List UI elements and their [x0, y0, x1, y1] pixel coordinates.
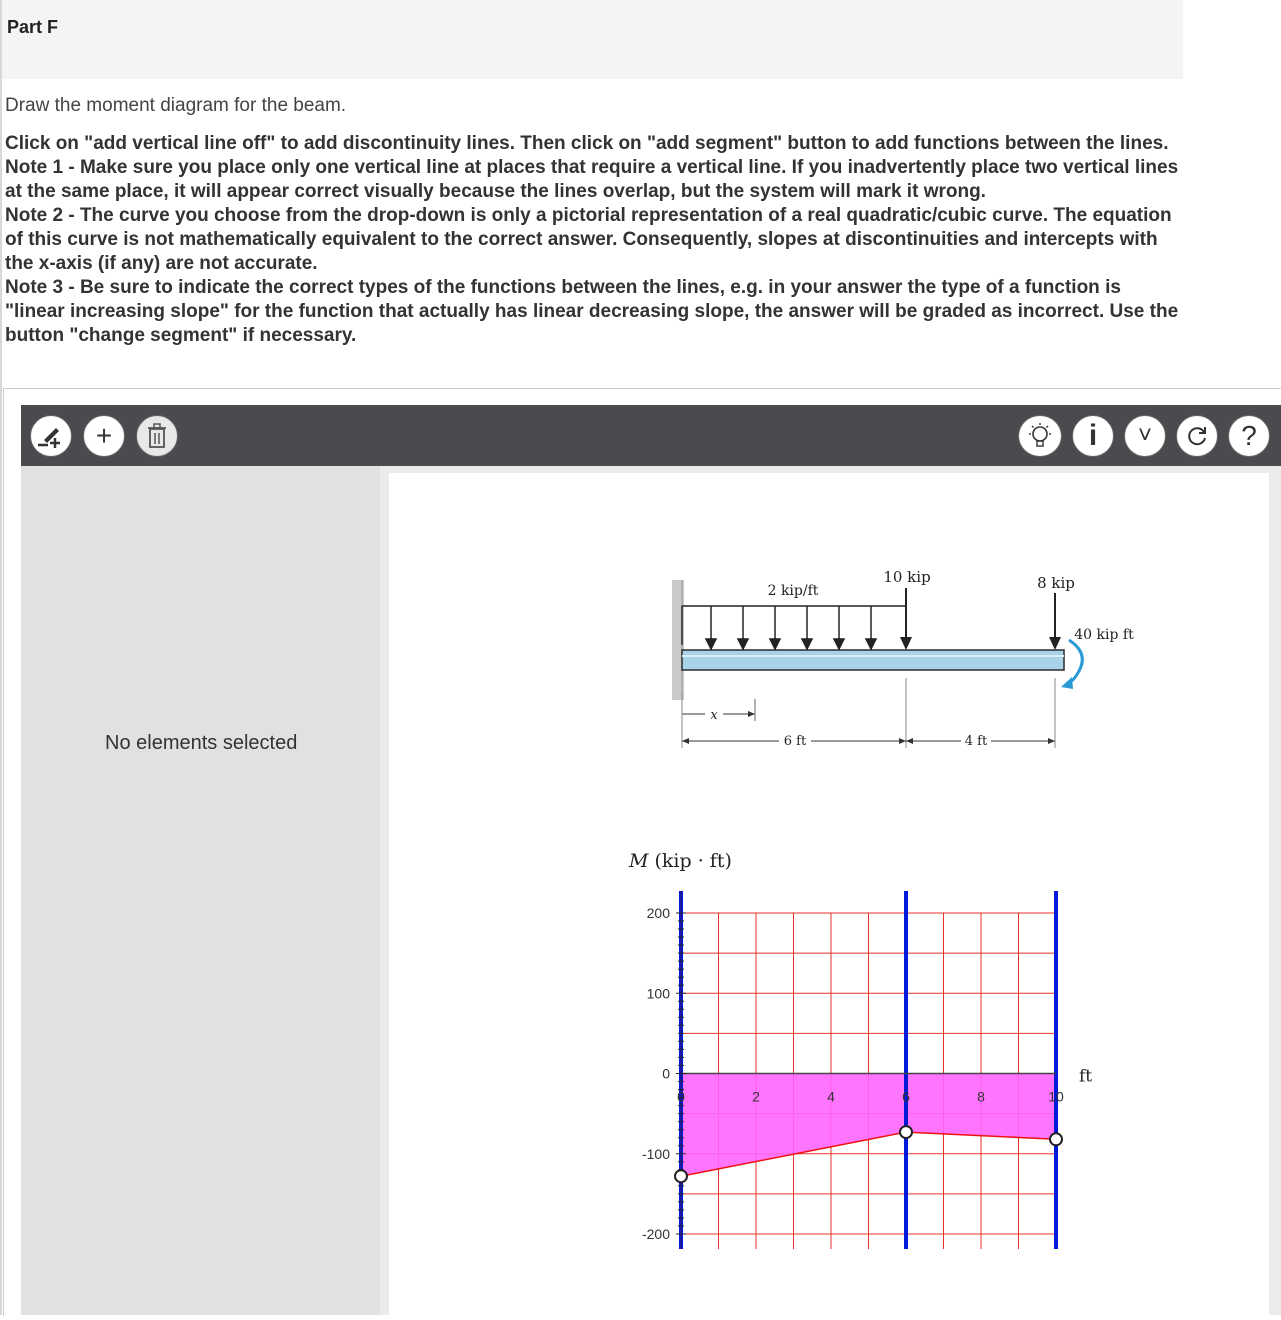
- info-icon: i: [1088, 419, 1098, 452]
- x-tick-label: 10: [1048, 1088, 1064, 1105]
- distributed-load-label: 2 kip/ft: [767, 583, 819, 599]
- drawing-canvas[interactable]: [389, 473, 1269, 1315]
- point-load-arrow-2: [1049, 637, 1061, 650]
- instructions: [5, 132, 1185, 348]
- point-load-arrow-1: [900, 637, 912, 650]
- add-vertical-line-button[interactable]: [30, 415, 72, 457]
- x-tick-label: 4: [827, 1088, 835, 1105]
- canvas-svg: [389, 473, 1269, 1315]
- dimension-6ft: 6 ft: [783, 734, 807, 749]
- moment-point-handle[interactable]: [675, 1170, 687, 1182]
- prompt-text: Draw the moment diagram for the beam.: [5, 95, 347, 116]
- trash-icon: [146, 423, 168, 449]
- no-selection-message: No elements selected: [105, 732, 298, 754]
- info-button[interactable]: [1072, 415, 1114, 457]
- instruction-main: Click on "add vertical line off" to add discontinuity lines. Then click on "add segment" button to add functions between the lines.: [5, 133, 1169, 154]
- moment-point-handle[interactable]: [900, 1126, 912, 1138]
- point-load-label-1: 10 kip: [883, 568, 931, 586]
- plus-icon: +: [95, 420, 113, 451]
- chart-ylabel: M (kip · ft): [629, 850, 732, 872]
- chart-axes: [642, 891, 1064, 1249]
- left-rule: [0, 0, 2, 1315]
- add-vertical-line-icon: [36, 421, 66, 451]
- help-button[interactable]: [1228, 415, 1270, 457]
- reset-icon: [1184, 423, 1210, 449]
- add-segment-button[interactable]: [83, 415, 125, 457]
- instruction-note-3: Note 3 - Be sure to indicate the correct types of the functions between the lines, e.g. in your answer the type of a function is "linear increasing slope" for the function that actually has linear decreasing slope, the answer will be graded as incorrect. Use the button "change segment" if necessary.: [5, 277, 1179, 346]
- chart-xlabel: ft: [1079, 1066, 1093, 1087]
- reset-button[interactable]: [1176, 415, 1218, 457]
- y-tick-label: -200: [641, 1226, 670, 1242]
- help-icon: ?: [1241, 420, 1257, 451]
- y-tick-label: 0: [662, 1065, 670, 1082]
- y-tick-label: 100: [646, 985, 670, 1002]
- instruction-note-1: Note 1 - Make sure you place only one vertical line at places that require a vertical line. If you inadvertently place two vertical lines at the same place, it will appear correct visually because the lines overlap, but the system will mark it wrong.: [5, 157, 1179, 202]
- x-label: x: [710, 708, 718, 723]
- moment-label: 40 kip ft: [1074, 627, 1134, 643]
- x-tick-label: 6: [902, 1088, 910, 1105]
- instruction-note-2: Note 2 - The curve you choose from the drop-down is only a pictorial representation of a real quadratic/cubic curve. The equation of this curve is not mathematically equivalent to the correct answer. Consequently, slopes at discontinuities and intercepts with the x-axis (if any) are not accurate.: [5, 205, 1172, 274]
- y-tick-label: 200: [646, 905, 670, 921]
- distributed-load-arrows: [682, 606, 876, 649]
- more-button[interactable]: [1124, 415, 1166, 457]
- part-title: Part F: [7, 17, 59, 37]
- point-load-label-2: 8 kip: [1037, 574, 1075, 592]
- moment-point-handle[interactable]: [1050, 1133, 1062, 1145]
- beam: [682, 650, 1064, 670]
- part-header: [0, 0, 1183, 79]
- moment-chart[interactable]: [628, 850, 1092, 1249]
- hint-button[interactable]: [1018, 415, 1062, 457]
- properties-panel: [21, 466, 380, 1315]
- y-tick-label: -100: [641, 1145, 670, 1162]
- moment-arrow: [1066, 640, 1082, 685]
- dimension-4ft: 4 ft: [964, 734, 988, 749]
- delete-button[interactable]: [136, 415, 178, 457]
- x-tick-label: 8: [977, 1088, 985, 1105]
- chevron-down-icon: ˅: [1137, 422, 1152, 449]
- hint-bulb-icon: [1026, 422, 1054, 450]
- x-tick-label: 2: [752, 1088, 760, 1105]
- x-tick-label: 0: [677, 1088, 685, 1105]
- beam-figure: [672, 568, 1134, 749]
